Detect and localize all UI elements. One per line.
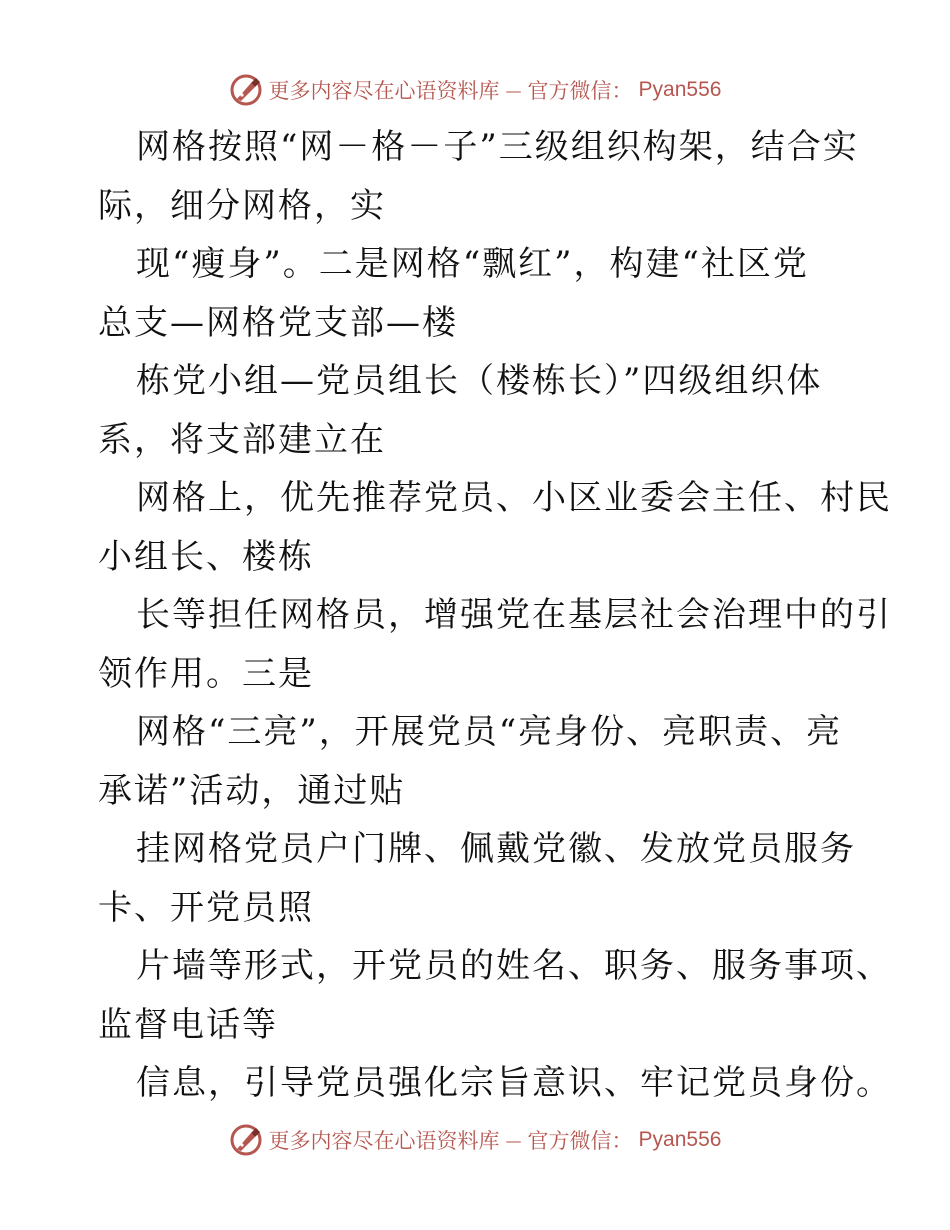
body-text (98, 118, 892, 1113)
header-banner (0, 70, 950, 110)
pen-nib-logo-icon (229, 73, 263, 107)
header-banner-text: 更多内容尽在心语资料库 (268, 79, 500, 103)
body-line: 栋党小组—党员组长（楼栋长）”四级组织体 (136, 361, 823, 401)
body-line: 挂网格党员户门牌、佩戴党徽、发放党员服务 (136, 829, 856, 869)
pen-nib-logo-icon (229, 1123, 263, 1157)
body-line: 监督电话等 (98, 1004, 278, 1045)
body-line: 领作用。三是 (98, 653, 314, 694)
footer-banner-id: Pyan556 (638, 1128, 722, 1151)
body-line: 网格按照“网－格－子”三级组织构架，结合实 (136, 127, 859, 167)
body-line: 卡、开党员照 (98, 887, 314, 928)
footer-banner-label: 官方微信： (527, 1129, 633, 1153)
body-line: 总支—网格党支部—楼 (98, 302, 458, 343)
body-line: 信息，引导党员强化宗旨意识、牢记党员身份。 (136, 1063, 892, 1103)
body-line: 网格“三亮”，开展党员“亮身份、亮职责、亮 (136, 712, 843, 752)
header-banner-separator: — (505, 80, 522, 100)
body-line: 长等担任网格员，增强党在基层社会治理中的引 (136, 595, 892, 635)
body-line: 网格上，优先推荐党员、小区业委会主任、村民 (136, 478, 892, 518)
footer-banner (0, 1120, 950, 1160)
footer-banner-separator: — (505, 1130, 522, 1150)
body-line: 小组长、楼栋 (98, 536, 314, 577)
body-line: 现“瘦身”。二是网格“飘红”，构建“社区党 (136, 244, 809, 284)
header-banner-label: 官方微信： (527, 79, 633, 103)
header-banner-id: Pyan556 (638, 78, 722, 101)
body-line: 片墙等形式，开党员的姓名、职务、服务事项、 (136, 946, 892, 986)
body-line: 系，将支部建立在 (98, 419, 386, 460)
body-line: 际，细分网格，实 (98, 185, 386, 226)
body-line: 承诺”活动，通过贴 (98, 770, 406, 811)
footer-banner-text: 更多内容尽在心语资料库 (268, 1129, 500, 1153)
